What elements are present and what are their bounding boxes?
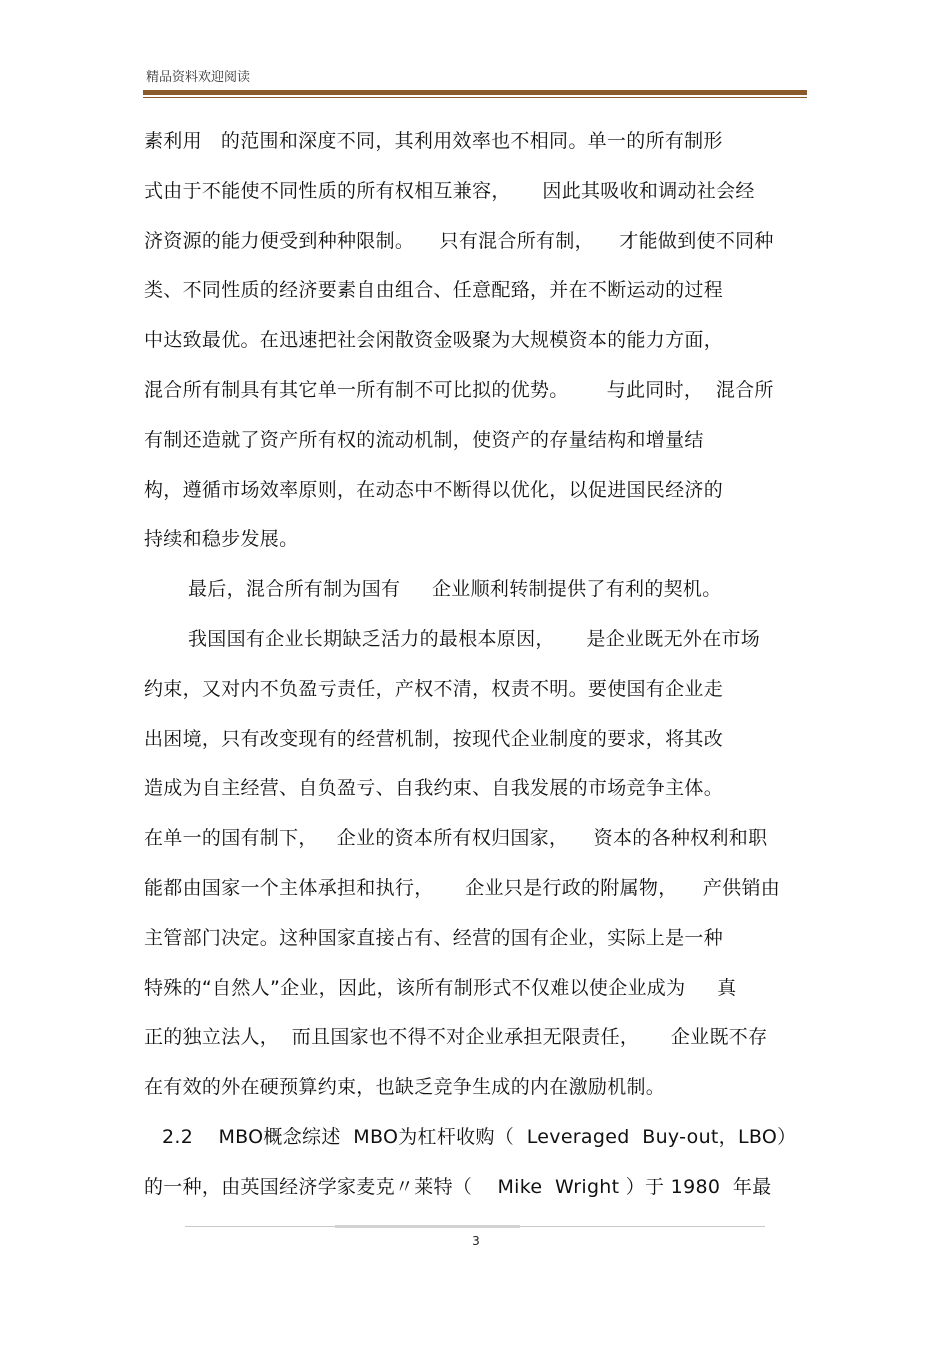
text-line: 约束，又对内不负盈亏责任，产权不清，权责不明。要使国有企业走 [144, 677, 724, 700]
paragraph-start-line: 我国国有企业长期缺乏活力的最根本原因， 是企业既无外在市场 [188, 627, 761, 650]
text-line: 式由于不能使不同性质的所有权相互兼容， 因此其吸收和调动社会经 [144, 179, 755, 202]
header-rule-thin [143, 97, 807, 98]
text-line: 素利用 的范围和深度不同，其利用效率也不相同。单一的所有制形 [144, 130, 723, 152]
text-line: 特殊的“自然人”企业，因此，该所有制形式不仅难以使企业成为 真 [144, 976, 737, 999]
text-line: 在单一的国有制下， 企业的资本所有权归国家， 资本的各种权利和职 [144, 827, 768, 850]
page-header-title: 精品资料欢迎阅读 [146, 70, 251, 85]
header-rule [143, 90, 807, 95]
text-line: 在有效的外在硬预算约束，也缺乏竞争生成的内在激励机制。 [144, 1076, 666, 1099]
page-number: 3 [472, 1234, 480, 1248]
paragraph-start-line: 最后，混合所有制为国有 企业顺利转制提供了有利的契机。 [188, 578, 722, 601]
text-line: 主管部门决定。这种国家直接占有、经营的国有企业，实际上是一种 [144, 926, 724, 949]
text-line: 正的独立法人， 而且国家也不得不对企业承担无限责任， 企业既不存 [144, 1026, 768, 1049]
section-heading-line: 2.2 MBO概念综述 MBO为杠杆收购（ Leveraged Buy-out，LBO） [162, 1125, 797, 1148]
text-line: 混合所有制具有其它单一所有制不可比拟的优势。 与此同时， 混合所 [144, 378, 774, 401]
text-line: 类、不同性质的经济要素自由组合、任意配臵，并在不断运动的过程 [144, 279, 724, 302]
text-line: 中达致最优。在迅速把社会闲散资金吸聚为大规模资本的能力方面， [144, 329, 724, 352]
text-line: 出困境，只有改变现有的经营机制，按现代企业制度的要求，将其改 [144, 727, 724, 750]
text-line: 能都由国家一个主体承担和执行， 企业只是行政的附属物， 产供销由 [144, 876, 781, 899]
text-line: 有制还造就了资产所有权的流动机制，使资产的存量结构和增量结 [144, 428, 704, 451]
text-line: 持续和稳步发展。 [144, 528, 299, 551]
footer-rule-band [335, 1225, 520, 1228]
text-line: 构，遵循市场效率原则，在动态中不断得以优化，以促进国民经济的 [144, 478, 724, 501]
text-line: 造成为自主经营、自负盈亏、自我约束、自我发展的市场竞争主体。 [144, 777, 724, 800]
text-line: 的一种，由英国经济学家麦克〃莱特（ Mike Wright ）于 1980 年最 [144, 1175, 772, 1198]
text-line: 济资源的能力便受到种种限制。 只有混合所有制， 才能做到使不同种 [144, 229, 774, 252]
document-body [144, 125, 808, 1221]
